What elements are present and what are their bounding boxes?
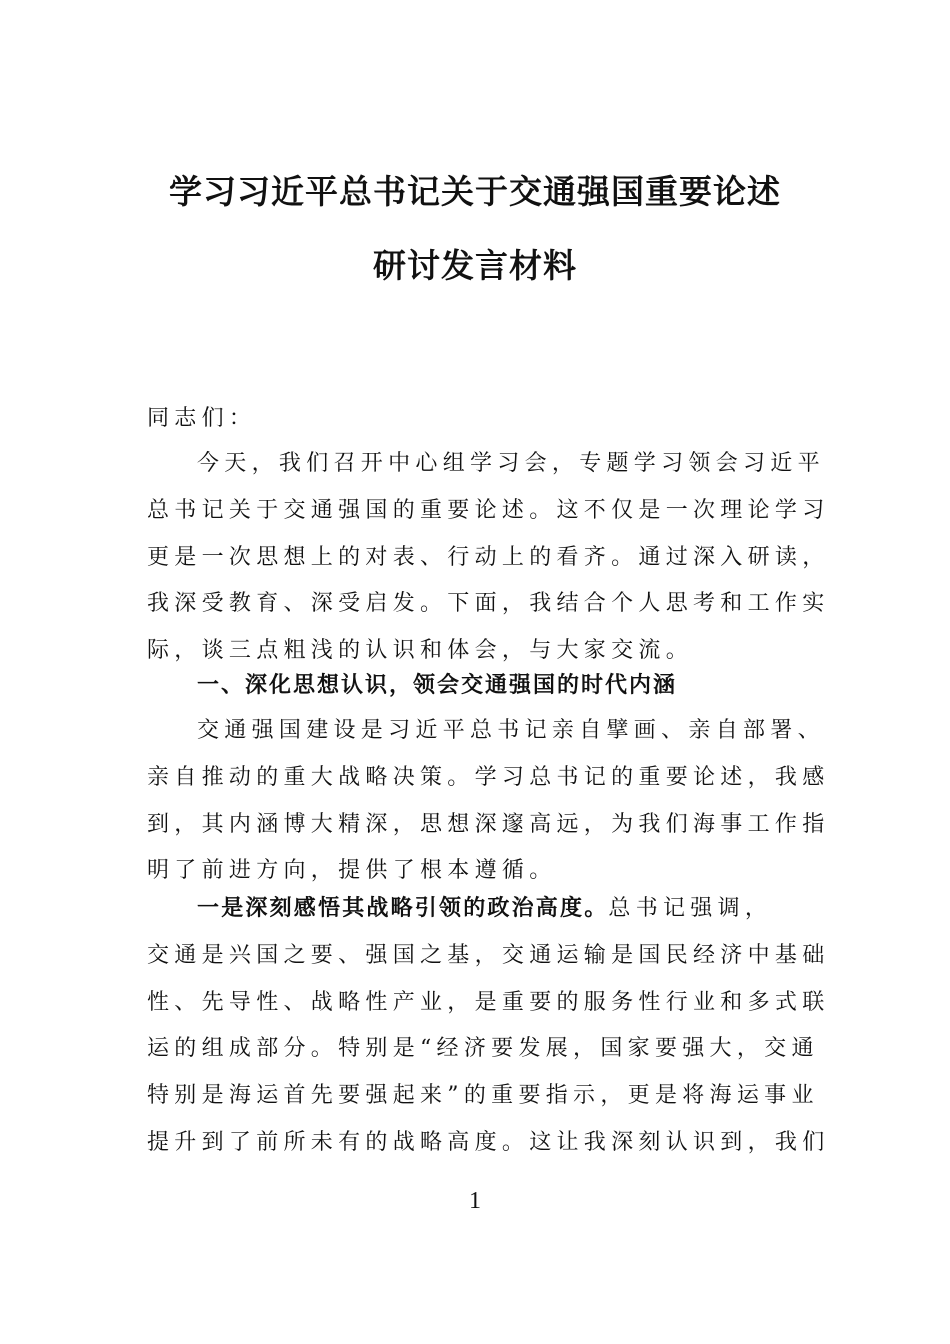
page-number: 1 (469, 1188, 481, 1214)
paragraph-line-rest: 总书记强调， (608, 896, 773, 921)
salutation: 同志们： (147, 406, 257, 431)
section-heading-1: 一、深化思想认识，领会交通强国的时代内涵 (197, 673, 678, 698)
paragraph-line: 明了前进方向，提供了根本遵循。 (147, 858, 557, 884)
paragraph-2 (147, 708, 830, 895)
paragraph-line: 特别是海运首先要强起来”的重要指示，更是将海运事业 (147, 1083, 819, 1109)
paragraph-line: 更是一次思想上的对表、行动上的看齐。通过深入研读， (147, 544, 830, 570)
paragraph-1 (147, 441, 830, 675)
bold-lead-sentence: 一是深刻感悟其战略引领的政治高度。 (197, 896, 609, 921)
paragraph-line: 到，其内涵博大精深，思想深邃高远，为我们海事工作指 (147, 811, 830, 837)
paragraph-line: 运的组成部分。特别是“经济要发展，国家要强大，交通 (147, 1036, 819, 1062)
paragraph-line: 提升到了前所未有的战略高度。这让我深刻认识到，我们 (147, 1129, 830, 1155)
paragraph-line: 际，谈三点粗浅的认识和体会，与大家交流。 (147, 638, 694, 664)
paragraph-3 (147, 886, 830, 1167)
paragraph-line: 交通是兴国之要、强国之基，交通运输是国民经济中基础 (147, 942, 830, 968)
paragraph-line: 总书记关于交通强国的重要论述。这不仅是一次理论学习 (147, 497, 830, 523)
paragraph-line: 性、先导性、战略性产业，是重要的服务性行业和多式联 (147, 989, 830, 1015)
paragraph-line: 今天，我们召开中心组学习会，专题学习领会习近平 (197, 451, 825, 476)
paragraph-line: 我深受教育、深受启发。下面，我结合个人思考和工作实 (147, 591, 830, 617)
paragraph-line: 交通强国建设是习近平总书记亲自擘画、亲自部署、 (197, 718, 825, 743)
document-title-line-1: 学习习近平总书记关于交通强国重要论述 (169, 172, 781, 211)
paragraph-line: 亲自推动的重大战略决策。学习总书记的重要论述，我感 (147, 764, 830, 790)
document-title-line-2: 研讨发言材料 (373, 246, 577, 285)
paragraph-line (147, 886, 807, 933)
